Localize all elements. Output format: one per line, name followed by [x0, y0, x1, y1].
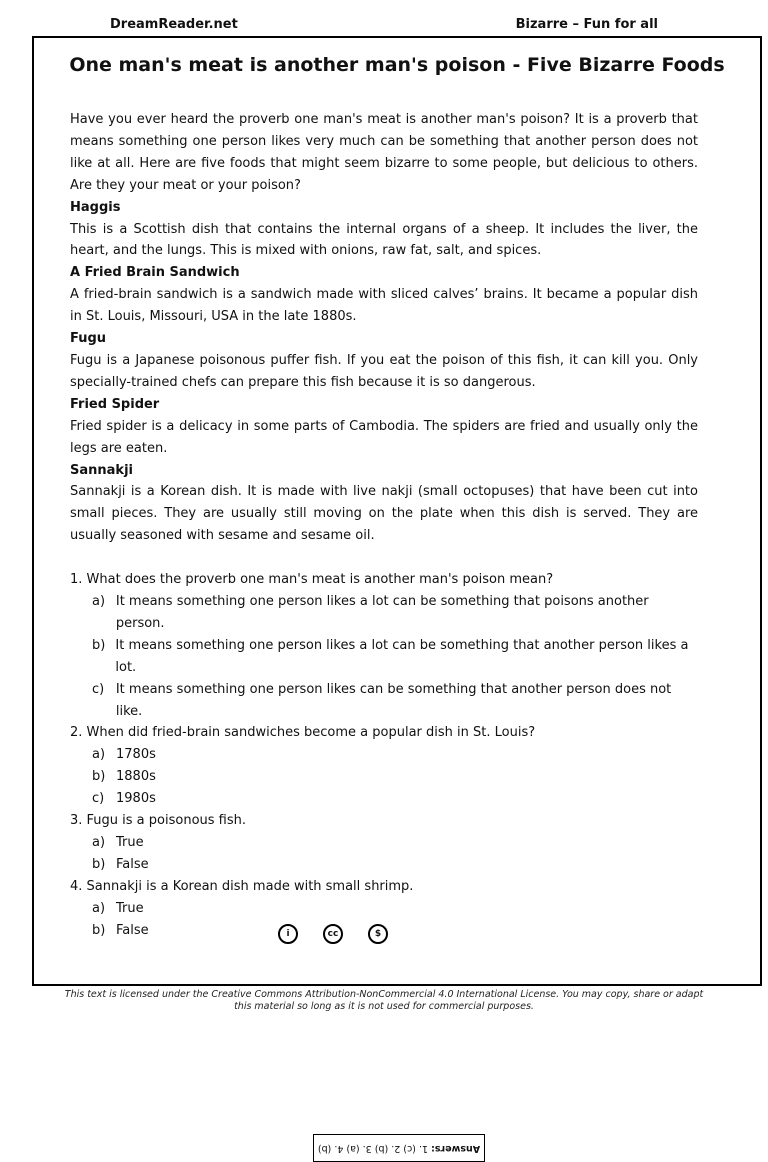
license-text: This text is licensed under the Creative Commons Attribution-NonCommercial 4.0 International License. You may copy, share or adapt this material so long as it is not used for commercial purposes. — [64, 989, 704, 1012]
option-text: It means something one person likes a lot can be something that another person likes a lot. — [115, 637, 689, 675]
section-text: Sannakji is a Korean dish. It is made with live nakji (small octopuses) that have been cut into small pieces. They are usually still moving on the plate when this dish is served. They are usually seasoned with sesame and sesame oil. — [70, 484, 698, 544]
option-letter: c) — [92, 791, 105, 807]
answer-option — [70, 788, 698, 810]
question-text: 1. What does the proverb one man's meat is another man's poison mean? — [70, 572, 554, 588]
option-text: 1780s — [116, 747, 156, 763]
page-header — [110, 17, 658, 35]
answer-option — [70, 591, 698, 635]
answer-option — [70, 679, 698, 723]
option-text: True — [116, 835, 144, 850]
section-list — [70, 197, 698, 548]
answer-key-text: 1. (c) 2. (b) 3. (a) 4. (b) — [317, 1142, 429, 1154]
answer-key-label: Answers: — [431, 1142, 481, 1154]
site-name: DreamReader.net — [110, 17, 238, 32]
answer-option — [70, 832, 698, 854]
option-letter: a) — [92, 900, 106, 916]
section-text: Fugu is a Japanese poisonous puffer fish. If you eat the poison of this fish, it can kill you. Only specially-trained chefs can prepare this fish because it is so dangerous. — [70, 352, 698, 390]
option-letter: a) — [92, 594, 106, 610]
cc-icon: cc — [323, 924, 343, 944]
section-text: This is a Scottish dish that contains the internal organs of a sheep. It includes the liver, the heart, and the lungs. This is mixed with onions, raw fat, salt, and spices. — [70, 221, 698, 259]
spacer — [70, 547, 698, 569]
option-text: 1980s — [116, 791, 156, 807]
option-letter: c) — [92, 681, 105, 697]
section-heading: Haggis — [70, 199, 121, 215]
option-letter: b) — [92, 922, 106, 938]
option-letter: a) — [92, 835, 106, 850]
question-text: 4. Sannakji is a Korean dish made with small shrimp. — [70, 878, 414, 894]
option-text: True — [116, 900, 144, 916]
section-text: Fried spider is a delicacy in some parts of Cambodia. The spiders are fried and usually only the legs are eaten. — [70, 418, 698, 456]
intro-paragraph: Have you ever heard the proverb one man's meat is another man's poison? It is a proverb that means something one person likes very much can be something that another person does not like at all. Here are five foods that might seem bizarre to some people, but delicious to others. Are they your meat or your poison? — [70, 112, 698, 193]
answer-option — [70, 766, 698, 788]
attribution-icon: i — [278, 924, 298, 944]
topic-label: Bizarre – Fun for all — [515, 17, 658, 32]
noncommercial-icon: $ — [368, 924, 388, 944]
option-text: False — [116, 856, 149, 872]
page-title: One man's meat is another man's poison - Five Bizarre Foods — [69, 54, 725, 76]
question-text: 2. When did fried-brain sandwiches become a popular dish in St. Louis? — [70, 725, 536, 741]
option-letter: b) — [92, 637, 106, 653]
answer-option — [70, 635, 698, 679]
option-text: It means something one person likes a lot can be something that poisons another person. — [115, 594, 649, 631]
option-text: It means something one person likes can be something that another person does not like. — [115, 681, 672, 719]
answer-option — [70, 854, 698, 876]
answer-option — [70, 898, 698, 920]
license-icons — [278, 924, 388, 948]
option-letter: b) — [92, 769, 106, 785]
option-text: 1880s — [116, 769, 156, 785]
section-text: A fried-brain sandwich is a sandwich made with sliced calves’ brains. It became a popular dish in St. Louis, Missouri, USA in the late 1880s. — [70, 287, 698, 325]
option-letter: b) — [92, 856, 106, 872]
answer-key — [313, 1134, 485, 1162]
question-list — [70, 569, 698, 941]
section-heading: Fugu — [70, 331, 107, 347]
question-text: 3. Fugu is a poisonous fish. — [70, 813, 246, 829]
option-text: False — [116, 922, 149, 938]
section-heading: Sannakji — [70, 462, 133, 478]
answer-option — [70, 744, 698, 766]
section-heading: A Fried Brain Sandwich — [70, 265, 240, 281]
section-heading: Fried Spider — [70, 396, 160, 412]
option-letter: a) — [92, 747, 106, 763]
